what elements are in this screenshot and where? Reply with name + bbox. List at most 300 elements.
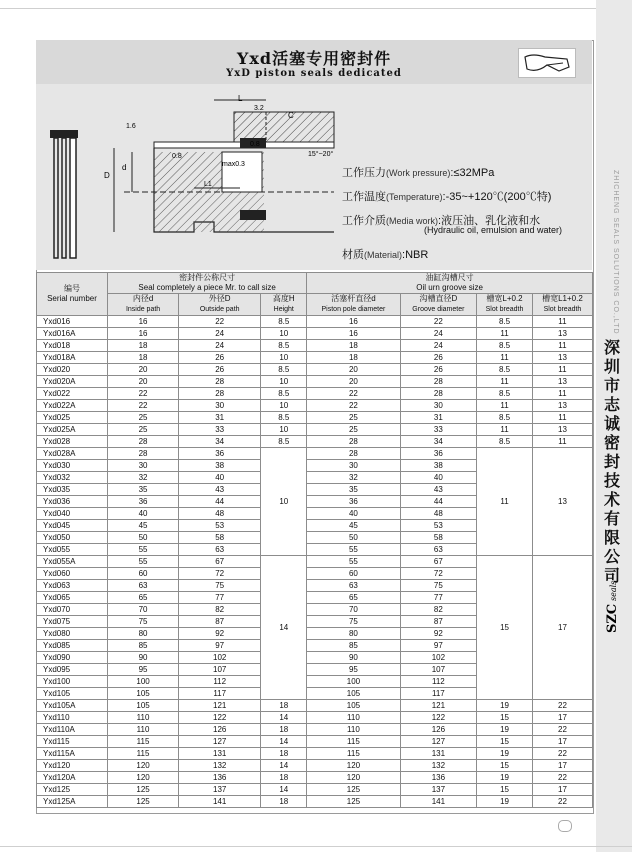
serial-cell: Yxd080 xyxy=(37,628,108,640)
value-cell: 126 xyxy=(400,724,477,736)
column-header: 槽宽L1+0.2 Slot breadth xyxy=(532,294,592,316)
value-cell: 14 xyxy=(261,760,307,772)
column-header: 活塞杆直径d Piston pole diameter xyxy=(307,294,400,316)
serial-cell: Yxd070 xyxy=(37,604,108,616)
value-cell: 11 xyxy=(477,328,533,340)
value-cell: 85 xyxy=(108,640,179,652)
table-row xyxy=(37,436,593,448)
value-cell: 87 xyxy=(400,616,477,628)
table-row xyxy=(37,424,593,436)
value-cell: 22 xyxy=(532,772,592,784)
value-cell: 38 xyxy=(179,460,261,472)
value-cell: 141 xyxy=(400,796,477,808)
value-cell: 136 xyxy=(400,772,477,784)
value-cell: 55 xyxy=(108,544,179,556)
serial-cell: Yxd125 xyxy=(37,784,108,796)
serial-cell: Yxd050 xyxy=(37,532,108,544)
value-cell: 15 xyxy=(477,760,533,772)
value-cell: 25 xyxy=(307,424,400,436)
value-cell: 90 xyxy=(307,652,400,664)
company-name-english: ZHICHENG SEALS SOLUTIONS CO.,LTD xyxy=(612,170,619,335)
value-cell: 121 xyxy=(400,700,477,712)
value-cell: 31 xyxy=(400,412,477,424)
serial-cell: Yxd105A xyxy=(37,700,108,712)
value-cell: 63 xyxy=(179,544,261,556)
value-cell: 8.5 xyxy=(261,412,307,424)
table-row xyxy=(37,400,593,412)
value-cell: 100 xyxy=(307,676,400,688)
serial-cell: Yxd025 xyxy=(37,412,108,424)
value-cell: 10 xyxy=(261,424,307,436)
value-cell: 13 xyxy=(532,376,592,388)
value-cell: 18 xyxy=(307,352,400,364)
value-cell: 75 xyxy=(108,616,179,628)
value-cell: 30 xyxy=(179,400,261,412)
value-cell: 53 xyxy=(179,520,261,532)
value-cell: 22 xyxy=(307,400,400,412)
value-cell: 17 xyxy=(532,736,592,748)
value-cell: 26 xyxy=(179,364,261,376)
value-cell: 19 xyxy=(477,772,533,784)
value-cell: 70 xyxy=(307,604,400,616)
value-cell: 28 xyxy=(179,388,261,400)
value-cell: 58 xyxy=(179,532,261,544)
value-cell: 22 xyxy=(532,700,592,712)
column-header: 高度H Height xyxy=(261,294,307,316)
value-cell: 43 xyxy=(400,484,477,496)
value-cell: 127 xyxy=(179,736,261,748)
value-cell: 34 xyxy=(179,436,261,448)
value-cell: 10 xyxy=(261,328,307,340)
column-header: 内径d Inside path xyxy=(108,294,179,316)
value-cell: 15 xyxy=(477,556,533,700)
serial-cell: Yxd110A xyxy=(37,724,108,736)
value-cell: 85 xyxy=(307,640,400,652)
value-cell: 67 xyxy=(179,556,261,568)
value-cell: 8.5 xyxy=(477,364,533,376)
value-cell: 50 xyxy=(307,532,400,544)
value-cell: 122 xyxy=(179,712,261,724)
value-cell: 44 xyxy=(400,496,477,508)
value-cell: 127 xyxy=(400,736,477,748)
value-cell: 8.5 xyxy=(261,316,307,328)
value-cell: 75 xyxy=(307,616,400,628)
serial-cell: Yxd055A xyxy=(37,556,108,568)
value-cell: 48 xyxy=(179,508,261,520)
value-cell: 105 xyxy=(307,700,400,712)
value-cell: 24 xyxy=(400,328,477,340)
serial-cell: Yxd075 xyxy=(37,616,108,628)
value-cell: 55 xyxy=(108,556,179,568)
angle-label: 15°~20° xyxy=(308,151,334,158)
value-cell: 70 xyxy=(108,604,179,616)
value-cell: 90 xyxy=(108,652,179,664)
max-radius-label: max0.3 xyxy=(222,161,245,168)
value-cell: 115 xyxy=(108,748,179,760)
value-cell: 126 xyxy=(179,724,261,736)
value-cell: 10 xyxy=(261,352,307,364)
value-cell: 117 xyxy=(179,688,261,700)
value-cell: 105 xyxy=(108,700,179,712)
serial-cell: Yxd022A xyxy=(37,400,108,412)
value-cell: 32 xyxy=(307,472,400,484)
value-cell: 87 xyxy=(179,616,261,628)
value-cell: 20 xyxy=(108,364,179,376)
value-cell: 45 xyxy=(108,520,179,532)
table-row xyxy=(37,340,593,352)
value-cell: 36 xyxy=(179,448,261,460)
serial-cell: Yxd018 xyxy=(37,340,108,352)
value-cell: 15 xyxy=(477,784,533,796)
value-cell: 125 xyxy=(307,784,400,796)
svg-text:seals: seals xyxy=(609,580,618,601)
value-cell: 10 xyxy=(261,376,307,388)
value-cell: 24 xyxy=(179,340,261,352)
serial-cell: Yxd055 xyxy=(37,544,108,556)
value-cell: 13 xyxy=(532,400,592,412)
column-header: 槽宽L+0.2 Slot breadth xyxy=(477,294,533,316)
value-cell: 28 xyxy=(179,376,261,388)
value-cell: 34 xyxy=(400,436,477,448)
value-cell: 112 xyxy=(179,676,261,688)
value-cell: 22 xyxy=(179,316,261,328)
serial-cell: Yxd022 xyxy=(37,388,108,400)
value-cell: 120 xyxy=(108,760,179,772)
value-cell: 11 xyxy=(532,316,592,328)
value-cell: 17 xyxy=(532,712,592,724)
table-row xyxy=(37,352,593,364)
value-cell: 136 xyxy=(179,772,261,784)
value-cell: 55 xyxy=(307,556,400,568)
value-cell: 115 xyxy=(307,736,400,748)
groove-drawing xyxy=(44,92,344,264)
table-row xyxy=(37,556,593,568)
value-cell: 45 xyxy=(307,520,400,532)
value-cell: 40 xyxy=(400,472,477,484)
value-cell: 26 xyxy=(179,352,261,364)
value-cell: 36 xyxy=(400,448,477,460)
serial-cell: Yxd028 xyxy=(37,436,108,448)
value-cell: 22 xyxy=(400,316,477,328)
bottom-rule xyxy=(0,846,632,847)
roughness-08b-label: 0.8 xyxy=(172,153,182,160)
value-cell: 8.5 xyxy=(261,364,307,376)
serial-cell: Yxd060 xyxy=(37,568,108,580)
groove-size-group-header: 油缸沟槽尺寸 Oil urn groove size xyxy=(307,273,593,294)
value-cell: 35 xyxy=(108,484,179,496)
value-cell: 120 xyxy=(108,772,179,784)
value-cell: 18 xyxy=(261,772,307,784)
serial-cell: Yxd115A xyxy=(37,748,108,760)
serial-cell: Yxd025A xyxy=(37,424,108,436)
value-cell: 33 xyxy=(179,424,261,436)
value-cell: 40 xyxy=(307,508,400,520)
value-cell: 8.5 xyxy=(477,388,533,400)
value-cell: 105 xyxy=(307,688,400,700)
spec-media: 工作介质(Media work):液压油、乳化液和水 xyxy=(342,215,541,227)
table-row xyxy=(37,772,593,784)
value-cell: 32 xyxy=(108,472,179,484)
value-cell: 22 xyxy=(532,748,592,760)
value-cell: 22 xyxy=(108,400,179,412)
top-rule xyxy=(0,8,596,9)
value-cell: 19 xyxy=(477,724,533,736)
value-cell: 55 xyxy=(307,544,400,556)
value-cell: 13 xyxy=(532,448,592,556)
column-header: 沟槽直径D Groove diameter xyxy=(400,294,477,316)
value-cell: 80 xyxy=(307,628,400,640)
value-cell: 20 xyxy=(307,376,400,388)
value-cell: 105 xyxy=(108,688,179,700)
value-cell: 63 xyxy=(307,580,400,592)
value-cell: 8.5 xyxy=(261,388,307,400)
serial-cell: Yxd120 xyxy=(37,760,108,772)
value-cell: 67 xyxy=(400,556,477,568)
value-cell: 22 xyxy=(108,388,179,400)
value-cell: 31 xyxy=(179,412,261,424)
table-row xyxy=(37,724,593,736)
value-cell: 11 xyxy=(477,352,533,364)
value-cell: 17 xyxy=(532,784,592,796)
value-cell: 44 xyxy=(179,496,261,508)
value-cell: 40 xyxy=(108,508,179,520)
value-cell: 110 xyxy=(307,712,400,724)
value-cell: 30 xyxy=(400,400,477,412)
value-cell: 35 xyxy=(307,484,400,496)
table-row xyxy=(37,364,593,376)
value-cell: 18 xyxy=(261,700,307,712)
spec-media-english: (Hydraulic oil, emulsion and water) xyxy=(424,225,563,235)
serial-cell: Yxd020 xyxy=(37,364,108,376)
value-cell: 18 xyxy=(261,748,307,760)
value-cell: 110 xyxy=(108,712,179,724)
value-cell: 8.5 xyxy=(477,316,533,328)
value-cell: 33 xyxy=(400,424,477,436)
value-cell: 13 xyxy=(532,424,592,436)
value-cell: 43 xyxy=(179,484,261,496)
szc-logo-icon xyxy=(599,578,623,640)
value-cell: 28 xyxy=(307,436,400,448)
value-cell: 121 xyxy=(179,700,261,712)
value-cell: 77 xyxy=(400,592,477,604)
value-cell: 110 xyxy=(108,724,179,736)
value-cell: 22 xyxy=(307,388,400,400)
value-cell: 36 xyxy=(108,496,179,508)
value-cell: 19 xyxy=(477,796,533,808)
value-cell: 97 xyxy=(400,640,477,652)
value-cell: 28 xyxy=(400,376,477,388)
value-cell: 11 xyxy=(532,364,592,376)
value-cell: 24 xyxy=(400,340,477,352)
value-cell: 28 xyxy=(307,448,400,460)
value-cell: 14 xyxy=(261,736,307,748)
value-cell: 132 xyxy=(400,760,477,772)
title-chinese: Yxd活塞专用密封件 xyxy=(236,49,392,68)
table-row xyxy=(37,796,593,808)
value-cell: 141 xyxy=(179,796,261,808)
table-row xyxy=(37,736,593,748)
serial-cell: Yxd028A xyxy=(37,448,108,460)
title-banner xyxy=(36,40,592,84)
value-cell: 75 xyxy=(179,580,261,592)
value-cell: 30 xyxy=(307,460,400,472)
value-cell: 80 xyxy=(108,628,179,640)
serial-cell: Yxd045 xyxy=(37,520,108,532)
value-cell: 17 xyxy=(532,760,592,772)
value-cell: 11 xyxy=(477,448,533,556)
serial-cell: Yxd063 xyxy=(37,580,108,592)
dim-l-label: L xyxy=(238,94,243,103)
value-cell: 131 xyxy=(179,748,261,760)
value-cell: 72 xyxy=(400,568,477,580)
value-cell: 8.5 xyxy=(477,340,533,352)
value-cell: 131 xyxy=(400,748,477,760)
serial-cell: Yxd018A xyxy=(37,352,108,364)
value-cell: 14 xyxy=(261,712,307,724)
roughness-32-label: 3.2 xyxy=(254,105,264,112)
value-cell: 8.5 xyxy=(477,436,533,448)
value-cell: 24 xyxy=(179,328,261,340)
value-cell: 28 xyxy=(108,436,179,448)
table-row xyxy=(37,784,593,796)
value-cell: 18 xyxy=(108,340,179,352)
value-cell: 25 xyxy=(108,424,179,436)
table-row xyxy=(37,316,593,328)
table-row xyxy=(37,388,593,400)
serial-cell: Yxd085 xyxy=(37,640,108,652)
serial-cell: Yxd100 xyxy=(37,676,108,688)
table-row xyxy=(37,748,593,760)
value-cell: 63 xyxy=(108,580,179,592)
serial-cell: Yxd065 xyxy=(37,592,108,604)
table-row xyxy=(37,700,593,712)
table-row xyxy=(37,412,593,424)
value-cell: 100 xyxy=(108,676,179,688)
value-cell: 8.5 xyxy=(261,436,307,448)
value-cell: 40 xyxy=(179,472,261,484)
value-cell: 13 xyxy=(532,352,592,364)
serial-cell: Yxd016A xyxy=(37,328,108,340)
value-cell: 63 xyxy=(400,544,477,556)
value-cell: 11 xyxy=(532,436,592,448)
spec-temperature: 工作温度(Temperature):-35~+120℃(200℃特) xyxy=(342,191,552,203)
table-row xyxy=(37,760,593,772)
value-cell: 97 xyxy=(179,640,261,652)
value-cell: 8.5 xyxy=(261,340,307,352)
serial-cell: Yxd120A xyxy=(37,772,108,784)
value-cell: 25 xyxy=(108,412,179,424)
value-cell: 18 xyxy=(307,340,400,352)
value-cell: 92 xyxy=(179,628,261,640)
value-cell: 18 xyxy=(108,352,179,364)
value-cell: 30 xyxy=(108,460,179,472)
table-row xyxy=(37,376,593,388)
table-row xyxy=(37,328,593,340)
serial-cell: Yxd110 xyxy=(37,712,108,724)
company-name-chinese: 深圳市志诚密封技术有限公司 xyxy=(603,338,620,585)
value-cell: 107 xyxy=(179,664,261,676)
value-cell: 14 xyxy=(261,784,307,796)
value-cell: 102 xyxy=(400,652,477,664)
value-cell: 110 xyxy=(307,724,400,736)
value-cell: 11 xyxy=(477,376,533,388)
value-cell: 11 xyxy=(532,388,592,400)
value-cell: 13 xyxy=(532,328,592,340)
value-cell: 115 xyxy=(307,748,400,760)
value-cell: 11 xyxy=(477,400,533,412)
value-cell: 120 xyxy=(307,760,400,772)
value-cell: 8.5 xyxy=(477,412,533,424)
serial-cell: Yxd105 xyxy=(37,688,108,700)
value-cell: 120 xyxy=(307,772,400,784)
value-cell: 19 xyxy=(477,700,533,712)
value-cell: 18 xyxy=(261,796,307,808)
serial-cell: Yxd036 xyxy=(37,496,108,508)
roughness-16-label: 1.6 xyxy=(126,123,136,130)
spec-pressure: 工作压力(Work pressure):≤32MPa xyxy=(342,167,495,179)
roughness-08-label: 0.8 xyxy=(250,141,260,148)
value-cell: 75 xyxy=(400,580,477,592)
value-cell: 117 xyxy=(400,688,477,700)
value-cell: 60 xyxy=(108,568,179,580)
value-cell: 95 xyxy=(108,664,179,676)
value-cell: 48 xyxy=(400,508,477,520)
value-cell: 16 xyxy=(307,316,400,328)
value-cell: 11 xyxy=(532,412,592,424)
value-cell: 112 xyxy=(400,676,477,688)
value-cell: 137 xyxy=(400,784,477,796)
value-cell: 17 xyxy=(532,556,592,700)
dim-small-d-label: d xyxy=(122,163,127,172)
serial-cell: Yxd016 xyxy=(37,316,108,328)
value-cell: 16 xyxy=(108,328,179,340)
serial-cell: Yxd040 xyxy=(37,508,108,520)
value-cell: 16 xyxy=(108,316,179,328)
svg-text:SZC: SZC xyxy=(605,603,620,633)
serial-cell: Yxd095 xyxy=(37,664,108,676)
value-cell: 58 xyxy=(400,532,477,544)
value-cell: 20 xyxy=(108,376,179,388)
value-cell: 95 xyxy=(307,664,400,676)
value-cell: 125 xyxy=(307,796,400,808)
value-cell: 50 xyxy=(108,532,179,544)
value-cell: 53 xyxy=(400,520,477,532)
serial-cell: Yxd090 xyxy=(37,652,108,664)
table-row xyxy=(37,448,593,460)
value-cell: 38 xyxy=(400,460,477,472)
value-cell: 60 xyxy=(307,568,400,580)
value-cell: 20 xyxy=(307,364,400,376)
value-cell: 10 xyxy=(261,448,307,556)
value-cell: 65 xyxy=(108,592,179,604)
value-cell: 102 xyxy=(179,652,261,664)
dimension-table xyxy=(36,272,593,808)
serial-cell: Yxd030 xyxy=(37,460,108,472)
serial-cell: Yxd032 xyxy=(37,472,108,484)
value-cell: 19 xyxy=(477,748,533,760)
value-cell: 26 xyxy=(400,364,477,376)
title-english: YxD piston seals dedicated xyxy=(226,68,402,79)
seal-side-view-icon xyxy=(50,130,78,258)
value-cell: 15 xyxy=(477,712,533,724)
value-cell: 122 xyxy=(400,712,477,724)
value-cell: 26 xyxy=(400,352,477,364)
value-cell: 137 xyxy=(179,784,261,796)
seal-size-group-header: 密封件公称尺寸 Seal completely a piece Mr. to call size xyxy=(108,273,307,294)
value-cell: 11 xyxy=(532,340,592,352)
page-tab xyxy=(558,820,572,832)
value-cell: 28 xyxy=(108,448,179,460)
